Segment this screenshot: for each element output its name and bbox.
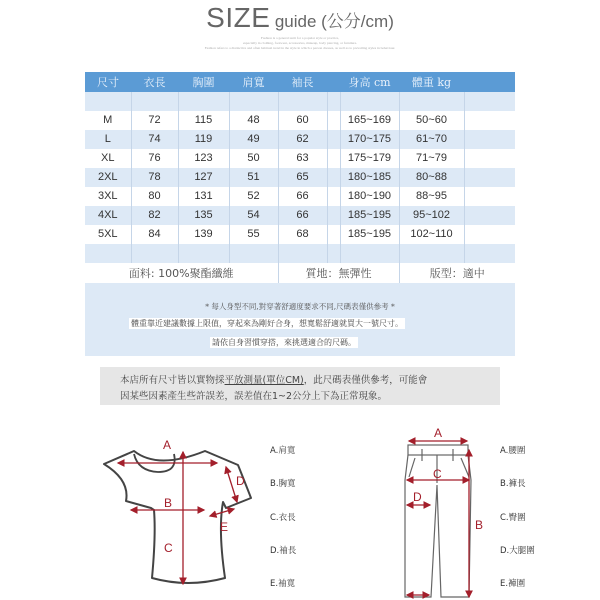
cell-extra — [464, 187, 515, 206]
disclaimer-text: 本店所有尺寸皆以實物採 — [120, 375, 225, 386]
cell-shoulder: 52 — [229, 187, 278, 206]
note-line-1: * 每人身型不同,對穿著舒適度要求不同,尺碼表僅供參考 * — [205, 302, 395, 311]
cell-shoulder: 51 — [229, 168, 278, 187]
cell-shoulder: 50 — [229, 149, 278, 168]
title-guide: guide (公分/cm) — [274, 12, 394, 31]
legend-sleeve: D.袖長 — [270, 546, 297, 556]
fineprint-line-2: especially in clothing, footwear, accessories, makeup, body piercing, or furniture. — [242, 41, 358, 45]
cell-size: M — [85, 111, 131, 130]
cell-shoulder: 49 — [229, 130, 278, 149]
cell-sleeve: 66 — [278, 187, 327, 206]
col-sleeve: 袖長 — [278, 72, 327, 92]
mark-c: C — [164, 541, 173, 555]
col-shoulder: 肩寬 — [229, 72, 278, 92]
cell-size: 5XL — [85, 225, 131, 244]
cell-length: 84 — [131, 225, 178, 244]
cell-extra — [464, 149, 515, 168]
cell-chest: 115 — [178, 111, 229, 130]
table-row-blank — [85, 92, 515, 111]
cell-extra — [464, 168, 515, 187]
mark-b: B — [164, 496, 173, 510]
cell-chest: 131 — [178, 187, 229, 206]
col-size: 尺寸 — [85, 72, 131, 92]
fabric-material: 面料: 100%聚酯纖維 — [85, 263, 278, 284]
mark-c: C — [433, 467, 442, 481]
cell-sleeve: 60 — [278, 111, 327, 130]
cell-chest: 127 — [178, 168, 229, 187]
pants-diagram — [395, 425, 495, 600]
size-table — [85, 72, 515, 284]
cell-height: 175~179 — [340, 149, 399, 168]
cell-spacer — [327, 225, 340, 244]
mark-d: D — [236, 474, 245, 488]
cell-height: 165~169 — [340, 111, 399, 130]
cell-size: 3XL — [85, 187, 131, 206]
disclaimer-underlined: 平放測量(單位CM) — [224, 375, 304, 386]
cell-chest: 123 — [178, 149, 229, 168]
cell-spacer — [327, 206, 340, 225]
cell-sleeve: 62 — [278, 130, 327, 149]
fit-type: 版型：適中 — [399, 263, 515, 284]
cell-extra — [464, 225, 515, 244]
disclaimer-line-2: 因某些因素產生些許誤差，誤差值在1~2公分上下為正常現象。 — [120, 391, 388, 402]
cell-spacer — [327, 187, 340, 206]
cell-sleeve: 65 — [278, 168, 327, 187]
fineprint-line-3: Fashion refers to a distinctive and often habitual trend in the style in which a person dresses, as well as to prevailing styles in behaviour. — [204, 46, 396, 50]
fineprint — [130, 36, 470, 51]
title-size: SIZE — [206, 2, 271, 33]
table-row — [85, 130, 515, 149]
table-row — [85, 225, 515, 244]
cell-weight: 80~88 — [399, 168, 464, 187]
cell-shoulder: 54 — [229, 206, 278, 225]
cell-size: XL — [85, 149, 131, 168]
legend-pants-length: B.褲長 — [500, 479, 526, 489]
table-row — [85, 187, 515, 206]
note-line-3: 請依自身習慣穿搭，來挑選適合的尺碼。 — [212, 338, 356, 347]
mark-d: D — [413, 490, 422, 504]
legend-chest: B.胸寬 — [270, 479, 296, 489]
cell-sleeve: 68 — [278, 225, 327, 244]
table-row-blank — [85, 244, 515, 263]
cell-height: 185~195 — [340, 225, 399, 244]
table-row — [85, 168, 515, 187]
disclaimer-text: ，此尺碼表僅供參考，可能會 — [303, 375, 428, 386]
cell-height: 185~195 — [340, 206, 399, 225]
cell-weight: 61~70 — [399, 130, 464, 149]
cell-length: 80 — [131, 187, 178, 206]
cell-weight: 71~79 — [399, 149, 464, 168]
cell-spacer — [327, 149, 340, 168]
tshirt-icon — [104, 451, 251, 583]
measurement-disclaimer — [100, 367, 500, 405]
legend-shoulder: A.肩寬 — [270, 446, 296, 456]
cell-height: 180~190 — [340, 187, 399, 206]
cell-sleeve: 66 — [278, 206, 327, 225]
table-header-row — [85, 72, 515, 92]
cell-spacer — [327, 168, 340, 187]
mark-b: B — [475, 518, 484, 532]
page-title — [0, 2, 600, 34]
col-spacer — [327, 72, 340, 92]
mark-e: E — [220, 520, 229, 534]
cell-extra — [464, 111, 515, 130]
cell-spacer — [327, 130, 340, 149]
cell-sleeve: 63 — [278, 149, 327, 168]
cell-size: L — [85, 130, 131, 149]
cell-length: 74 — [131, 130, 178, 149]
cell-chest: 139 — [178, 225, 229, 244]
cell-extra — [464, 130, 515, 149]
cell-weight: 102~110 — [399, 225, 464, 244]
cell-height: 180~185 — [340, 168, 399, 187]
cell-chest: 119 — [178, 130, 229, 149]
cell-shoulder: 55 — [229, 225, 278, 244]
fabric-texture: 質地：無彈性 — [278, 263, 399, 284]
table-row — [85, 149, 515, 168]
cell-chest: 135 — [178, 206, 229, 225]
disclaimer-line-1 — [120, 372, 427, 386]
legend-hem: E.褲圍 — [500, 579, 526, 589]
col-height: 身高 cm — [340, 72, 399, 92]
tshirt-diagram — [100, 430, 260, 600]
size-notes — [85, 283, 515, 356]
legend-thigh: D.大腿圍 — [500, 546, 535, 556]
cell-extra — [464, 206, 515, 225]
legend-hip: C.臀圍 — [500, 513, 526, 523]
cell-weight: 50~60 — [399, 111, 464, 130]
cell-size: 2XL — [85, 168, 131, 187]
cell-length: 78 — [131, 168, 178, 187]
col-length: 衣長 — [131, 72, 178, 92]
cell-shoulder: 48 — [229, 111, 278, 130]
cell-weight: 95~102 — [399, 206, 464, 225]
note-line-2: 體重靠近建議數據上限值，穿起來為剛好合身，想寬鬆舒適就買大一號尺寸。 — [131, 319, 403, 328]
cell-length: 76 — [131, 149, 178, 168]
cell-spacer — [327, 111, 340, 130]
col-extra — [464, 72, 515, 92]
cell-height: 170~175 — [340, 130, 399, 149]
mark-a: A — [434, 426, 443, 440]
cell-length: 82 — [131, 206, 178, 225]
fabric-info-row — [85, 263, 515, 284]
mark-a: A — [163, 438, 172, 452]
legend-length: C.衣長 — [270, 513, 296, 523]
fineprint-line-1: Fashion is a general term for a popular style or practice, — [260, 36, 340, 40]
legend-waist: A.腰圍 — [500, 446, 526, 456]
table-row — [85, 111, 515, 130]
legend-sleeve-width: E.袖寬 — [270, 579, 296, 589]
cell-weight: 88~95 — [399, 187, 464, 206]
col-chest: 胸圍 — [178, 72, 229, 92]
col-weight: 體重 kg — [399, 72, 464, 92]
cell-length: 72 — [131, 111, 178, 130]
cell-size: 4XL — [85, 206, 131, 225]
table-row — [85, 206, 515, 225]
